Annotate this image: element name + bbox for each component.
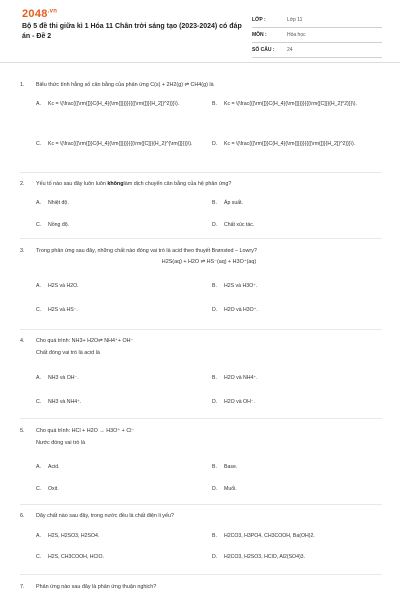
question-3 <box>20 247 382 327</box>
meta-count-value: 24 <box>287 47 293 53</box>
option-text: Kc = \(\frac{{{\rm{[}}C{H_4}{\rm{]}}}}{{{\rm{[C]}}{H_2}^{\rm{]}}}}\). <box>48 141 193 147</box>
question-number: 1. <box>20 82 25 88</box>
option-letter: D. <box>212 307 218 313</box>
option-text: H2O và OH⁻. <box>224 399 255 405</box>
question-stem: Dãy chất nào sau đây, trong nước đều là chất điện li yếu? <box>36 513 175 519</box>
question-stem <box>36 180 382 188</box>
question-5 <box>20 427 382 497</box>
option-letter: B. <box>212 533 217 539</box>
question-stem: Cho quá trình: NH3+ H2O⇌ NH4⁺+ OH⁻ <box>36 338 134 344</box>
question-2 <box>20 180 382 230</box>
divider <box>20 418 382 419</box>
question-stem: Trong phản ứng sau đây, những chất nào đóng vai trò là acid theo thuyết Brønsted – Lowry? <box>36 248 257 254</box>
option-text: Kc = \(\frac{{{\rm{[}}C{H_4}{\rm{]}}}}{{{{\rm{[}}{H_2]}^2}}}\). <box>48 101 180 107</box>
option-text: NH3 và OH⁻. <box>48 375 79 381</box>
meta-count <box>252 44 382 58</box>
divider <box>20 504 382 505</box>
question-7 <box>20 583 382 595</box>
logo-tld: .vn <box>47 8 58 15</box>
option-text: Nồng độ. <box>48 222 70 228</box>
option-letter: C. <box>36 399 42 405</box>
option-letter: A. <box>36 101 41 107</box>
meta-subject <box>252 29 382 43</box>
question-number: 5. <box>20 428 25 434</box>
option-text: Chất xúc tác. <box>224 222 255 228</box>
option-text: Base. <box>224 464 238 470</box>
question-6 <box>20 512 382 572</box>
option-text: H2S, H2SO3, H2SO4. <box>48 533 100 539</box>
divider <box>20 574 382 575</box>
option-text: H2O và H3O⁺. <box>224 307 258 313</box>
question-number: 6. <box>20 513 25 519</box>
question-stem: Phản ứng nào sau đây là phản ứng thuận nghịch? <box>36 584 157 590</box>
option-letter: D. <box>212 141 218 147</box>
option-text: H2S và H2O. <box>48 283 79 289</box>
option-text: H2O và NH4⁺. <box>224 375 258 381</box>
option-text: Muối. <box>224 486 237 492</box>
option-text: H2S và H3O⁺. <box>224 283 258 289</box>
option-letter: A. <box>36 200 41 206</box>
option-letter: C. <box>36 486 42 492</box>
option-text: H2CO3, H2SO3, HClO, Al2(SO4)3. <box>224 554 306 560</box>
question-4 <box>20 337 382 417</box>
meta-class-key: LỚP : <box>252 17 266 23</box>
meta-count-key: SỐ CÂU : <box>252 47 275 53</box>
option-letter: A. <box>36 283 41 289</box>
option-letter: A. <box>36 533 41 539</box>
question-stem: Cho quá trình: HCl + H2O → H3O⁺ + Cl⁻ <box>36 428 135 434</box>
meta-class-value: Lớp 11 <box>287 17 303 23</box>
question-1 <box>20 81 382 161</box>
option-letter: C. <box>36 141 42 147</box>
option-text: H2S và HS⁻. <box>48 307 78 313</box>
meta-subject-value: Hóa học <box>287 32 306 38</box>
option-letter: D. <box>212 486 218 492</box>
divider <box>20 329 382 330</box>
question-number: 2. <box>20 181 25 187</box>
option-letter: D. <box>212 399 218 405</box>
option-letter: B. <box>212 283 217 289</box>
option-text: NH3 và NH4⁺. <box>48 399 82 405</box>
option-text: Kc = \(\frac{{{\rm{[}}C{H_4}{\rm{]}}}}{{{{\rm{[}}{H_2]}^2}}}\). <box>224 141 356 147</box>
divider <box>20 172 382 173</box>
question-subprompt: Chất đóng vai trò là acid là <box>36 350 100 356</box>
option-letter: D. <box>212 222 218 228</box>
option-text: Nhiệt độ. <box>48 200 69 206</box>
option-text: Kc = \(\frac{{{\rm{[}}C{H_4}{\rm{]}}}}{{{\rm{[C]}}{H_2]^2}}}\). <box>224 101 357 107</box>
document-title: Bộ 5 đề thi giữa kì 1 Hóa 11 Chân trời sáng tạo (2023-2024) có đáp án - Đề 2 <box>22 23 242 40</box>
document-header <box>0 0 400 63</box>
option-letter: B. <box>212 200 217 206</box>
option-text: H2S, CH3COOH, HClO. <box>48 554 104 560</box>
question-number: 4. <box>20 338 25 344</box>
option-letter: A. <box>36 375 41 381</box>
question-number: 3. <box>20 248 25 254</box>
option-text: H2CO3, H3PO4, CH3COOH, Ba(OH)2. <box>224 533 315 539</box>
divider <box>20 238 382 239</box>
option-letter: B. <box>212 464 217 470</box>
question-stem: Biểu thức tính hằng số cân bằng của phản ứng C(s) + 2H2(g) ⇌ CH4(g) là <box>36 82 214 88</box>
option-letter: B. <box>212 101 217 107</box>
option-letter: C. <box>36 554 42 560</box>
meta-subject-key: MÔN : <box>252 32 267 38</box>
question-number: 7. <box>20 584 25 590</box>
logo-text: 2048 <box>22 8 48 20</box>
stem-part: Yếu tố nào sau đây luôn luôn <box>36 181 108 187</box>
site-logo[interactable] <box>22 8 57 20</box>
option-text: Oxit. <box>48 486 59 492</box>
option-letter: C. <box>36 307 42 313</box>
option-text: Acid. <box>48 464 60 470</box>
option-letter: D. <box>212 554 218 560</box>
question-subprompt: Nước đóng vai trò là <box>36 440 86 446</box>
option-text: Áp suất. <box>224 200 244 206</box>
meta-class <box>252 14 382 28</box>
reaction-equation: H2S(aq) + H2O ⇌ HS⁻(aq) + H3O⁺(aq) <box>161 259 257 265</box>
option-letter: A. <box>36 464 41 470</box>
stem-emphasis: không <box>107 181 124 187</box>
option-letter: B. <box>212 375 217 381</box>
option-letter: C. <box>36 222 42 228</box>
stem-part: làm dịch chuyển cân bằng của hệ phản ứng? <box>123 181 232 187</box>
